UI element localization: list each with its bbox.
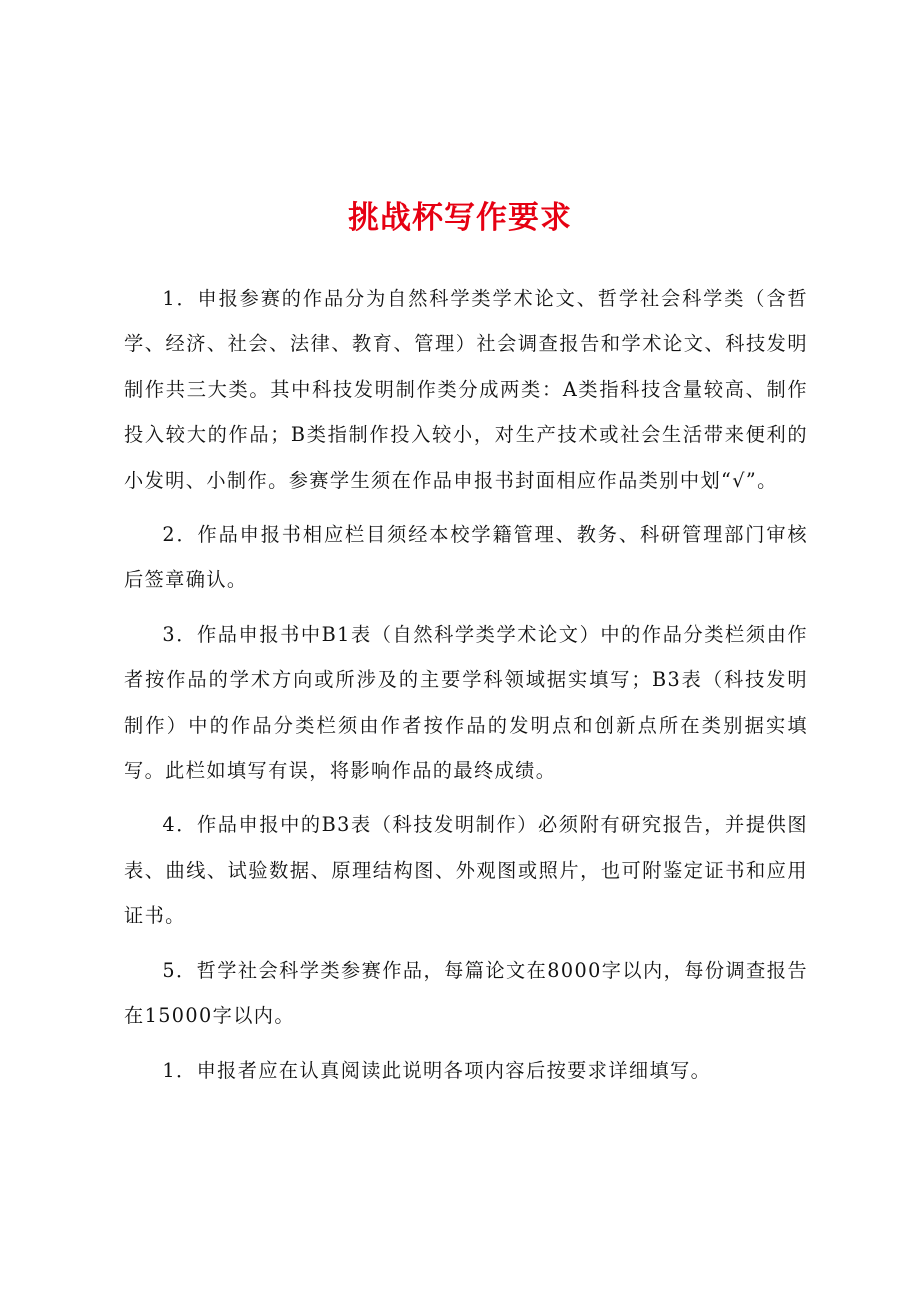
- paragraph-6: 1．申报者应在认真阅读此说明各项内容后按要求详细填写。: [162, 1058, 712, 1082]
- document-body: [124, 276, 808, 1102]
- paragraph-4: 4．作品申报中的B3表（科技发明制作）必须附有研究报告，并提供图表、曲线、试验数据、原理结构图、外观图或照片，也可附鉴定证书和应用证书。: [124, 813, 808, 928]
- paragraph-2: 2．作品申报书相应栏目须经本校学籍管理、教务、科研管理部门审核后签章确认。: [124, 523, 808, 592]
- document-title: 挑战杯写作要求: [348, 200, 572, 236]
- paragraph-3: 3．作品申报书中B1表（自然科学类学术论文）中的作品分类栏须由作者按作品的学术方向或所涉及的主要学科领域据实填写；B3表（科技发明制作）中的作品分类栏须由作者按作品的发明点和创新点所在类别据实填写。此栏如填写有误，将影响作品的最终成绩。: [124, 622, 808, 783]
- paragraph-1: 1．申报参赛的作品分为自然科学类学术论文、哲学社会科学类（含哲学、经济、社会、法律、教育、管理）社会调查报告和学术论文、科技发明制作共三大类。其中科技发明制作类分成两类：A类指科技含量较高、制作投入较大的作品；B类指制作投入较小，对生产技术或社会生活带来便利的小发明、小制作。参赛学生须在作品申报书封面相应作品类别中划“√”。: [124, 287, 808, 492]
- paragraph-5: 5．哲学社会科学类参赛作品，每篇论文在8000字以内，每份调查报告在15000字以内。: [124, 958, 808, 1028]
